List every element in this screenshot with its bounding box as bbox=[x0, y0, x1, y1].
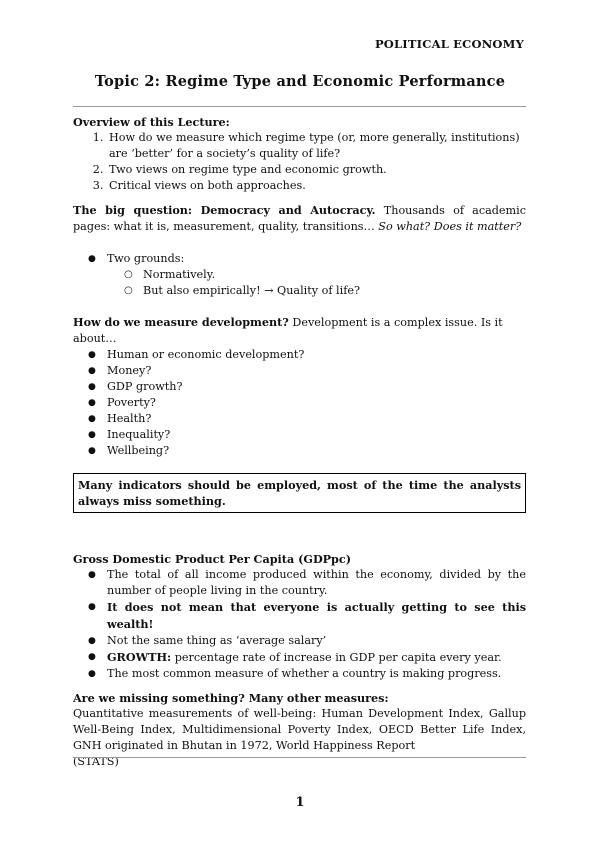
gdp-item: The total of all income produced within the economy, divided by the number of people living in the country. bbox=[107, 568, 526, 597]
development-item: Money? bbox=[107, 364, 152, 377]
bullet-icon: ● bbox=[88, 636, 96, 646]
overview-item: 1. How do we measure which regime type (or, more generally, institutions) are ‘better’ for a society’s quality of life? bbox=[107, 130, 526, 162]
gdp-item: Not the same thing as ‘average salary’ bbox=[107, 634, 327, 647]
big-question-italic: So what? Does it matter? bbox=[378, 220, 522, 233]
list-item bbox=[88, 633, 526, 649]
bullet-icon: ● bbox=[88, 366, 96, 376]
big-question-paragraph bbox=[73, 202, 526, 235]
bullet-icon: ● bbox=[88, 350, 96, 360]
gdp-heading: Gross Domestic Product Per Capita (GDPpc) bbox=[73, 552, 351, 566]
bullet-icon: ● bbox=[88, 414, 96, 424]
grounds-sub-item: But also empirically! → Quality of life? bbox=[143, 284, 360, 297]
list-item bbox=[88, 347, 526, 363]
list-item bbox=[88, 666, 526, 682]
other-measures-text: Quantitative measurements of well-being: Human Development Index, Gallup Well-Being Index, Multidimensional Poverty Index, OECD Better Life Index, GNH originated in Bhutan in 1972, World Happiness Report bbox=[73, 707, 526, 752]
overview-item: 3. Critical views on both approaches. bbox=[107, 178, 526, 194]
bullet-icon: ● bbox=[88, 430, 96, 440]
development-paragraph bbox=[73, 314, 526, 347]
bullet-icon: ● bbox=[88, 382, 96, 392]
list-item bbox=[88, 649, 526, 666]
overview-heading: Overview of this Lecture: bbox=[73, 115, 230, 129]
list-item bbox=[124, 267, 526, 283]
bullet-icon: ● bbox=[88, 254, 96, 264]
top-divider bbox=[73, 106, 526, 107]
list-item bbox=[88, 567, 526, 599]
bullet-icon: ● bbox=[88, 669, 96, 679]
list-item bbox=[88, 599, 526, 633]
list-item bbox=[88, 443, 526, 459]
list-item bbox=[88, 411, 526, 427]
page-number: 1 bbox=[295, 795, 305, 810]
bullet-icon: ● bbox=[88, 570, 96, 580]
grounds-sublist bbox=[107, 267, 526, 299]
overview-item: 2. Two views on regime type and economic growth. bbox=[107, 162, 526, 178]
hollow-bullet-icon: ○ bbox=[124, 269, 133, 280]
development-item: Inequality? bbox=[107, 428, 171, 441]
gdp-item-bold: GROWTH: bbox=[107, 650, 172, 664]
development-item: Health? bbox=[107, 412, 152, 425]
bullet-icon: ● bbox=[88, 398, 96, 408]
bullet-icon: ● bbox=[88, 602, 96, 612]
grounds-label: Two grounds: bbox=[107, 252, 185, 265]
other-measures-heading: Are we missing something? Many other measures: bbox=[73, 691, 389, 705]
list-item bbox=[124, 283, 526, 299]
development-lead: How do we measure development? bbox=[73, 315, 289, 329]
gdp-item: It does not mean that everyone is actually getting to see this wealth! bbox=[107, 600, 526, 631]
list-item bbox=[88, 379, 526, 395]
grounds-sub-item: Normatively. bbox=[143, 268, 216, 281]
bullet-icon: ● bbox=[88, 652, 96, 662]
development-list bbox=[73, 347, 526, 459]
overview-list bbox=[73, 130, 526, 194]
bottom-divider bbox=[73, 757, 526, 758]
big-question-text: Thousands of academic pages: what it is, measurement, quality, transitions… bbox=[73, 204, 527, 233]
development-text: Development is a complex issue. Is it about… bbox=[73, 316, 503, 345]
big-question-lead: The big question: Democracy and Autocracy. bbox=[73, 203, 376, 217]
list-item bbox=[88, 363, 526, 379]
highlight-box: Many indicators should be employed, most of the time the analysts always miss something. bbox=[73, 473, 526, 513]
running-header: POLITICAL ECONOMY bbox=[374, 37, 524, 51]
bullet-icon: ● bbox=[88, 446, 96, 456]
list-item bbox=[88, 251, 526, 299]
page-title: Topic 2: Regime Type and Economic Performance bbox=[94, 73, 506, 90]
gdp-item: The most common measure of whether a country is making progress. bbox=[107, 667, 502, 680]
development-item: Human or economic development? bbox=[107, 348, 305, 361]
gdp-item: percentage rate of increase in GDP per capita every year. bbox=[171, 651, 502, 664]
list-item bbox=[88, 427, 526, 443]
development-item: GDP growth? bbox=[107, 380, 183, 393]
stats-label: (STATS) bbox=[73, 755, 119, 768]
development-item: Poverty? bbox=[107, 396, 156, 409]
hollow-bullet-icon: ○ bbox=[124, 285, 133, 296]
grounds-list bbox=[73, 251, 526, 299]
development-item: Wellbeing? bbox=[107, 444, 170, 457]
document-body bbox=[73, 114, 526, 770]
gdp-list bbox=[73, 567, 526, 682]
list-item bbox=[88, 395, 526, 411]
